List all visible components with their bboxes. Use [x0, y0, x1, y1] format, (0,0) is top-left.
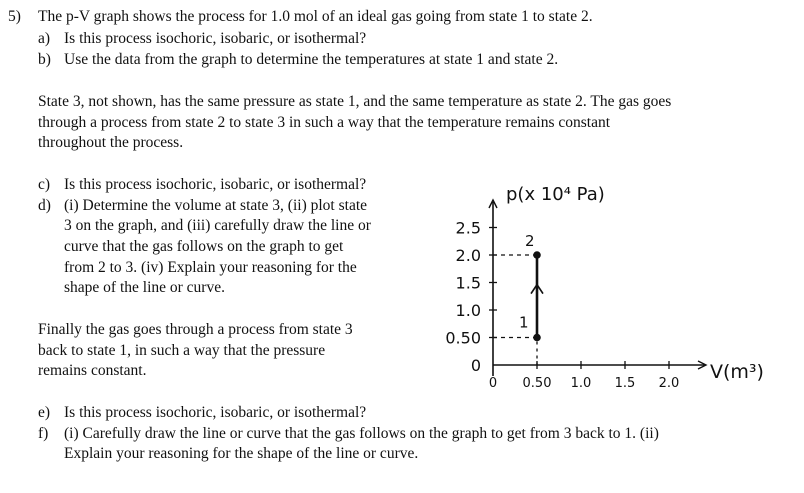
part-b-text: Use the data from the graph to determine the temperatures at state 1 and state 2. — [64, 51, 559, 68]
part-f-line-1: (i) Carefully draw the line or curve that the gas follows on the graph to get from 3 back to 1. (ii) — [64, 425, 659, 442]
y-tick-label: 1.5 — [455, 273, 481, 293]
x-tick-label: 0 — [488, 376, 498, 391]
state-1-point — [533, 334, 541, 342]
part-f-line-2: Explain your reasoning for the shape of the line or curve. — [64, 445, 419, 462]
x-tick-label: 0.50 — [522, 376, 552, 391]
part-e-text: Is this process isochoric, isobaric, or isothermal? — [64, 404, 367, 421]
state3-line-1: State 3, not shown, has the same pressure as state 1, and the same temperature as state 2. The gas goes — [38, 93, 672, 110]
y-tick-label: 0 — [470, 356, 481, 375]
x-tick-label: 1.0 — [570, 376, 592, 391]
state-2-point — [533, 251, 541, 259]
part-a-label: a) — [38, 30, 51, 47]
y-tick-label: 0.50 — [445, 328, 481, 348]
part-b-label: b) — [38, 51, 51, 68]
plot-layer — [493, 232, 543, 365]
part-d-line-5: shape of the line or curve. — [64, 279, 225, 296]
part-a-text: Is this process isochoric, isobaric, or isothermal? — [64, 30, 367, 47]
part-d-line-2: 3 on the graph, and (iii) carefully draw the line or — [64, 217, 371, 234]
state-2-label: 2 — [525, 232, 535, 250]
part-d-line-3: curve that the gas follows on the graph to get — [64, 238, 344, 255]
problem-number: 5) — [8, 8, 21, 25]
x-tick-label: 1.5 — [614, 376, 636, 391]
part-e-label: e) — [38, 404, 51, 421]
x-axis-label: V(m³) — [710, 361, 764, 383]
part-d-line-4: from 2 to 3. (iv) Explain your reasoning for the — [64, 259, 357, 276]
finally-line-1: Finally the gas goes through a process from state 3 — [38, 321, 353, 338]
part-c-label: c) — [38, 176, 51, 193]
y-axis-label: p(x 10⁴ Pa) — [506, 184, 605, 205]
part-d-line-1: (i) Determine the volume at state 3, (ii) plot state — [64, 197, 368, 214]
y-tick-label: 2.5 — [455, 218, 481, 238]
part-f-label: f) — [38, 425, 49, 442]
state3-line-2: through a process from state 2 to state 3 in such a way that the temperature remains constant — [38, 114, 611, 131]
part-d-label: d) — [38, 197, 51, 214]
finally-line-2: back to state 1, in such a way that the pressure — [38, 342, 326, 359]
y-tick-label: 2.0 — [455, 246, 481, 265]
problem-intro: The p-V graph shows the process for 1.0 mol of an ideal gas going from state 1 to state 2. — [38, 8, 593, 25]
state-1-label: 1 — [519, 313, 529, 332]
y-tick-label: 1.0 — [455, 301, 481, 320]
state3-line-3: throughout the process. — [38, 134, 184, 151]
finally-line-3: remains constant. — [38, 362, 147, 379]
part-c-text: Is this process isochoric, isobaric, or isothermal? — [64, 176, 367, 193]
x-tick-label: 2.0 — [658, 376, 680, 391]
